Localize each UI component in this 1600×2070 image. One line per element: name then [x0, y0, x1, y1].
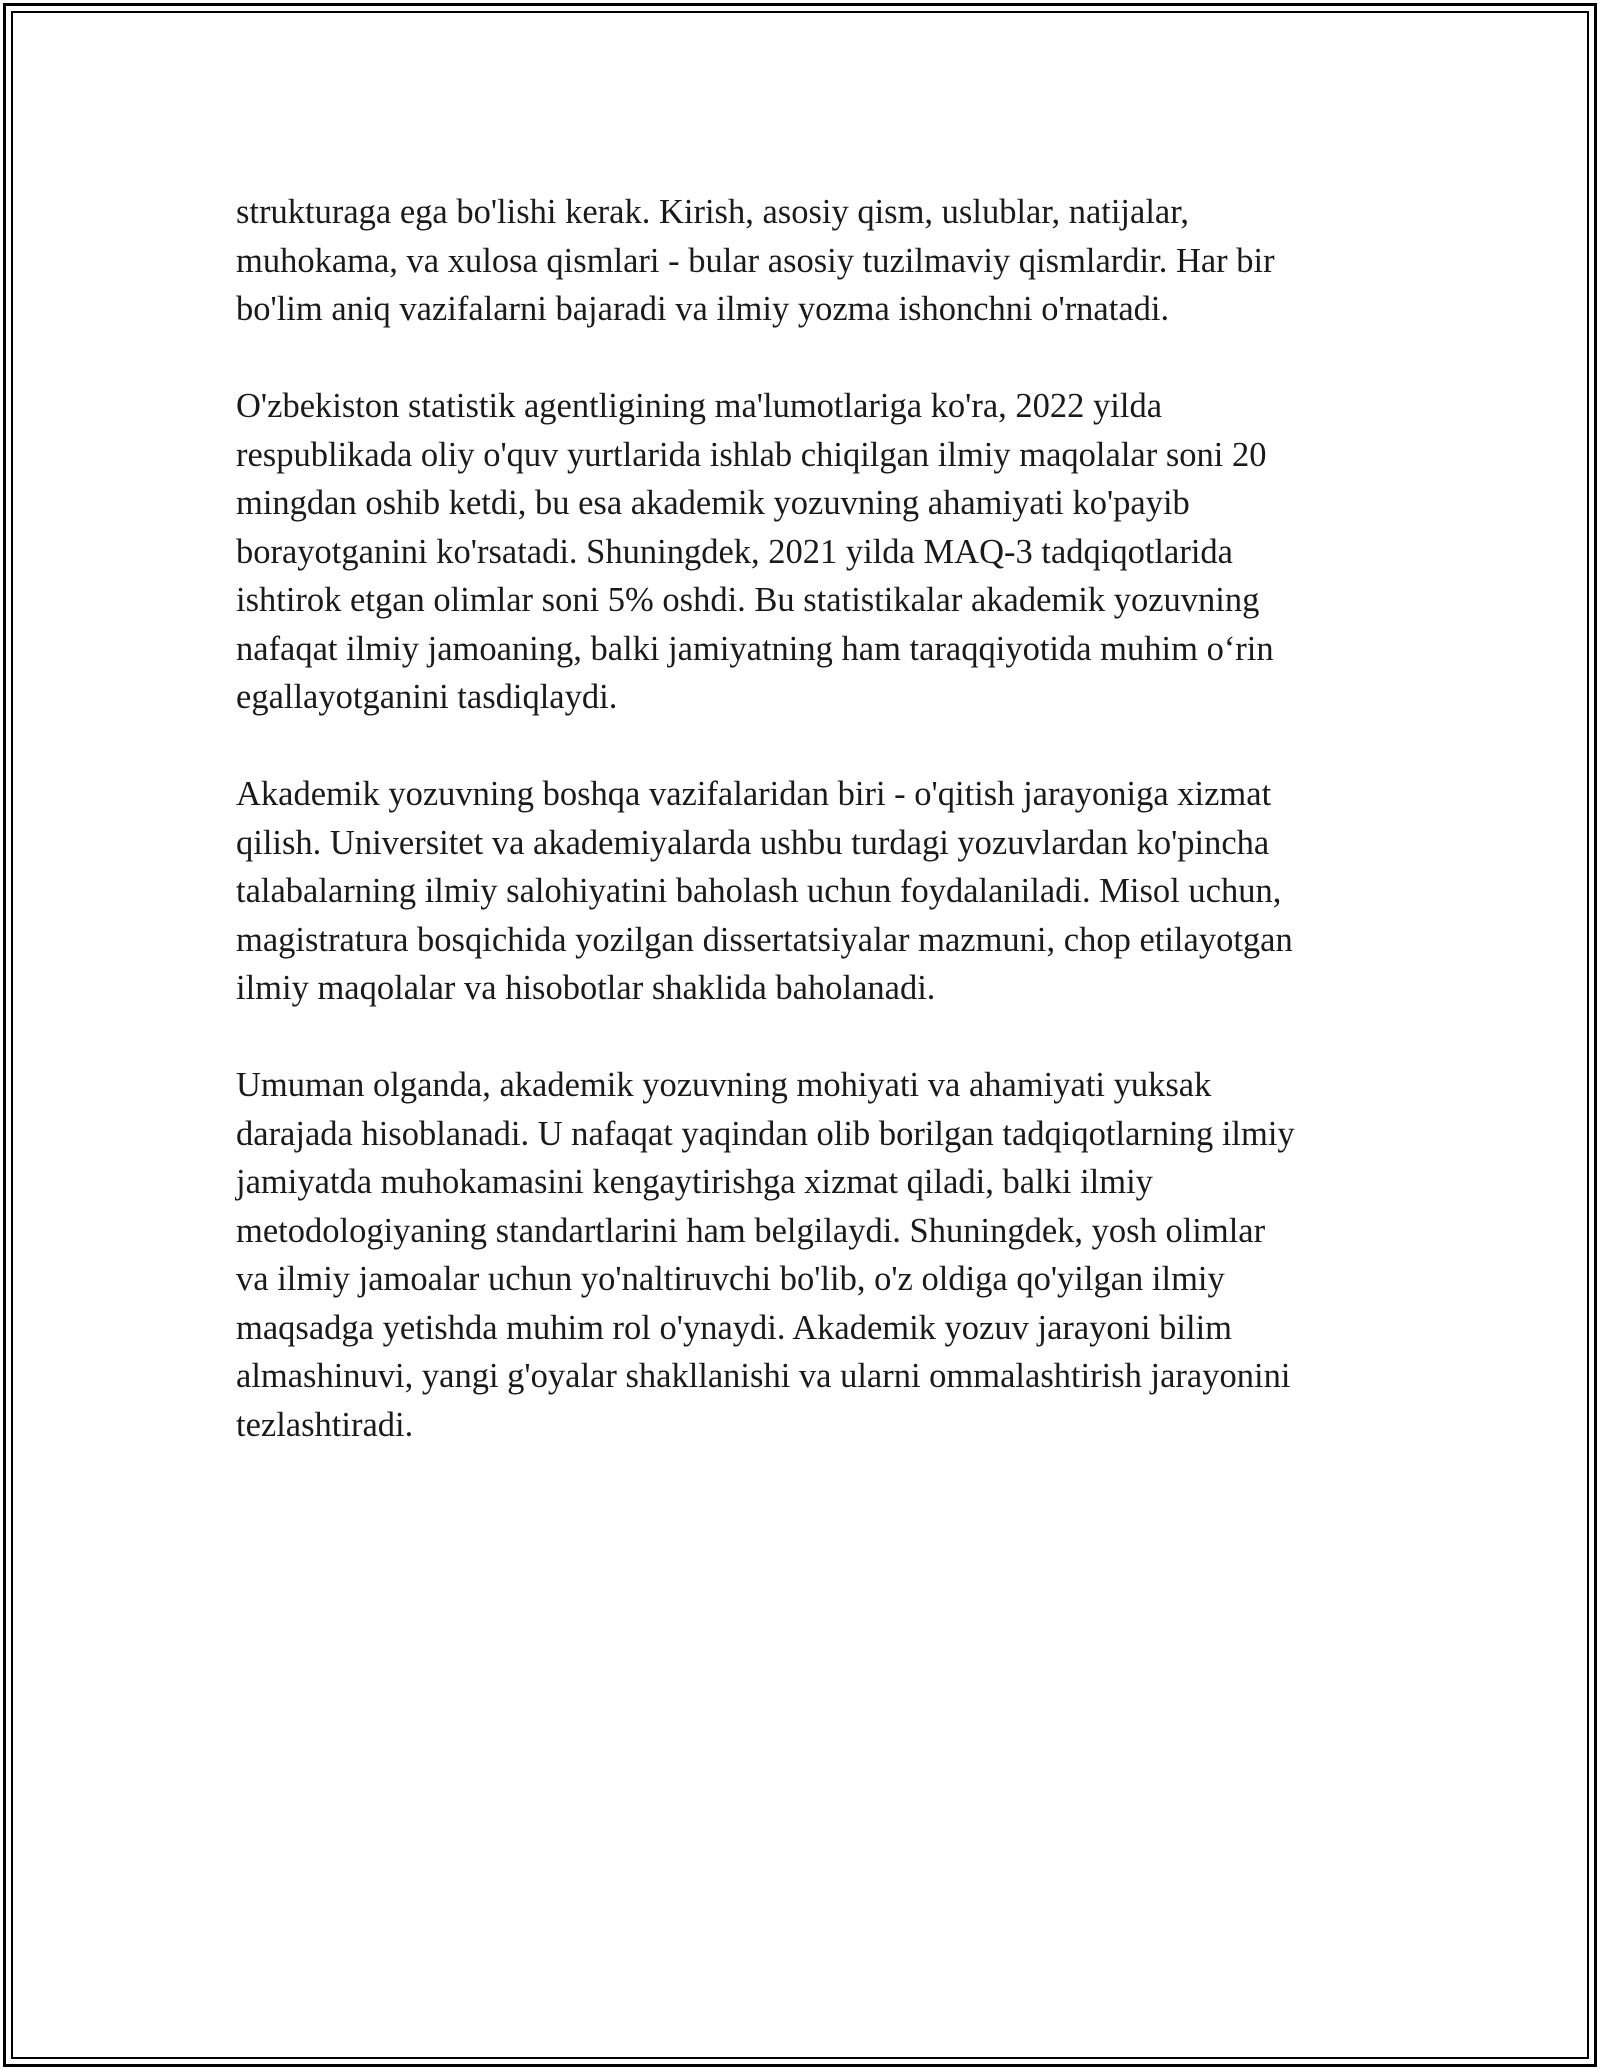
paragraph-statistics: O'zbekiston statistik agentligining ma'lumotlariga ko'ra, 2022 yilda respublikada oliy o'quv yurtlarida ishlab chiqilgan ilmiy maqolalar soni 20 mingdan oshib ketdi, bu esa akademik yozuvning ahamiyati ko'payib borayotganini ko'rsatadi. Shuningdek, 2021 yilda MAQ-3 tadqiqotlarida ishtirok etgan olimlar soni 5% oshdi. Bu statistikalar akademik yozuvning nafaqat ilmiy jamoaning, balki jamiyatning ham taraqqiyotida muhim o‘rin egallayotganini tasdiqlaydi. [236, 387, 1274, 716]
paragraph-conclusion: Umuman olganda, akademik yozuvning mohiyati va ahamiyati yuksak darajada hisoblanadi. U nafaqat yaqindan olib borilgan tadqiqotlarning ilmiy jamiyatda muhokamasini kengaytirishga xizmat qiladi, balki ilmiy metodologiyaning standartlarini ham belgilaydi. Shuningdek, yosh olimlar va ilmiy jamoalar uchun yo'naltiruvchi bo'lib, o'z oldiga qo'yilgan ilmiy maqsadga yetishda muhim rol o'ynaydi. Akademik yozuv jarayoni bilim almashinuvi, yangi g'oyalar shakllanishi va ularni ommalashtirish jarayonini tezlashtiradi. [236, 1066, 1295, 1444]
document-body [236, 188, 1366, 1449]
paragraph-structure: strukturaga ega bo'lishi kerak. Kirish, asosiy qism, uslublar, natijalar, muhokama, va xulosa qismlari - bular asosiy tuzilmaviy qismlardir. Har bir bo'lim aniq vazifalarni bajaradi va ilmiy yozma ishonchni o'rnatadi. [236, 193, 1275, 328]
paragraph-teaching: Akademik yozuvning boshqa vazifalaridan biri - o'qitish jarayoniga xizmat qilish. Universitet va akademiyalarda ushbu turdagi yozuvlardan ko'pincha talabalarning ilmiy salohiyatini baholash uchun foydalaniladi. Misol uchun, magistratura bosqichida yozilgan dissertatsiyalar mazmuni, chop etilayotgan ilmiy maqolalar va hisobotlar shaklida baholanadi. [236, 775, 1293, 1007]
